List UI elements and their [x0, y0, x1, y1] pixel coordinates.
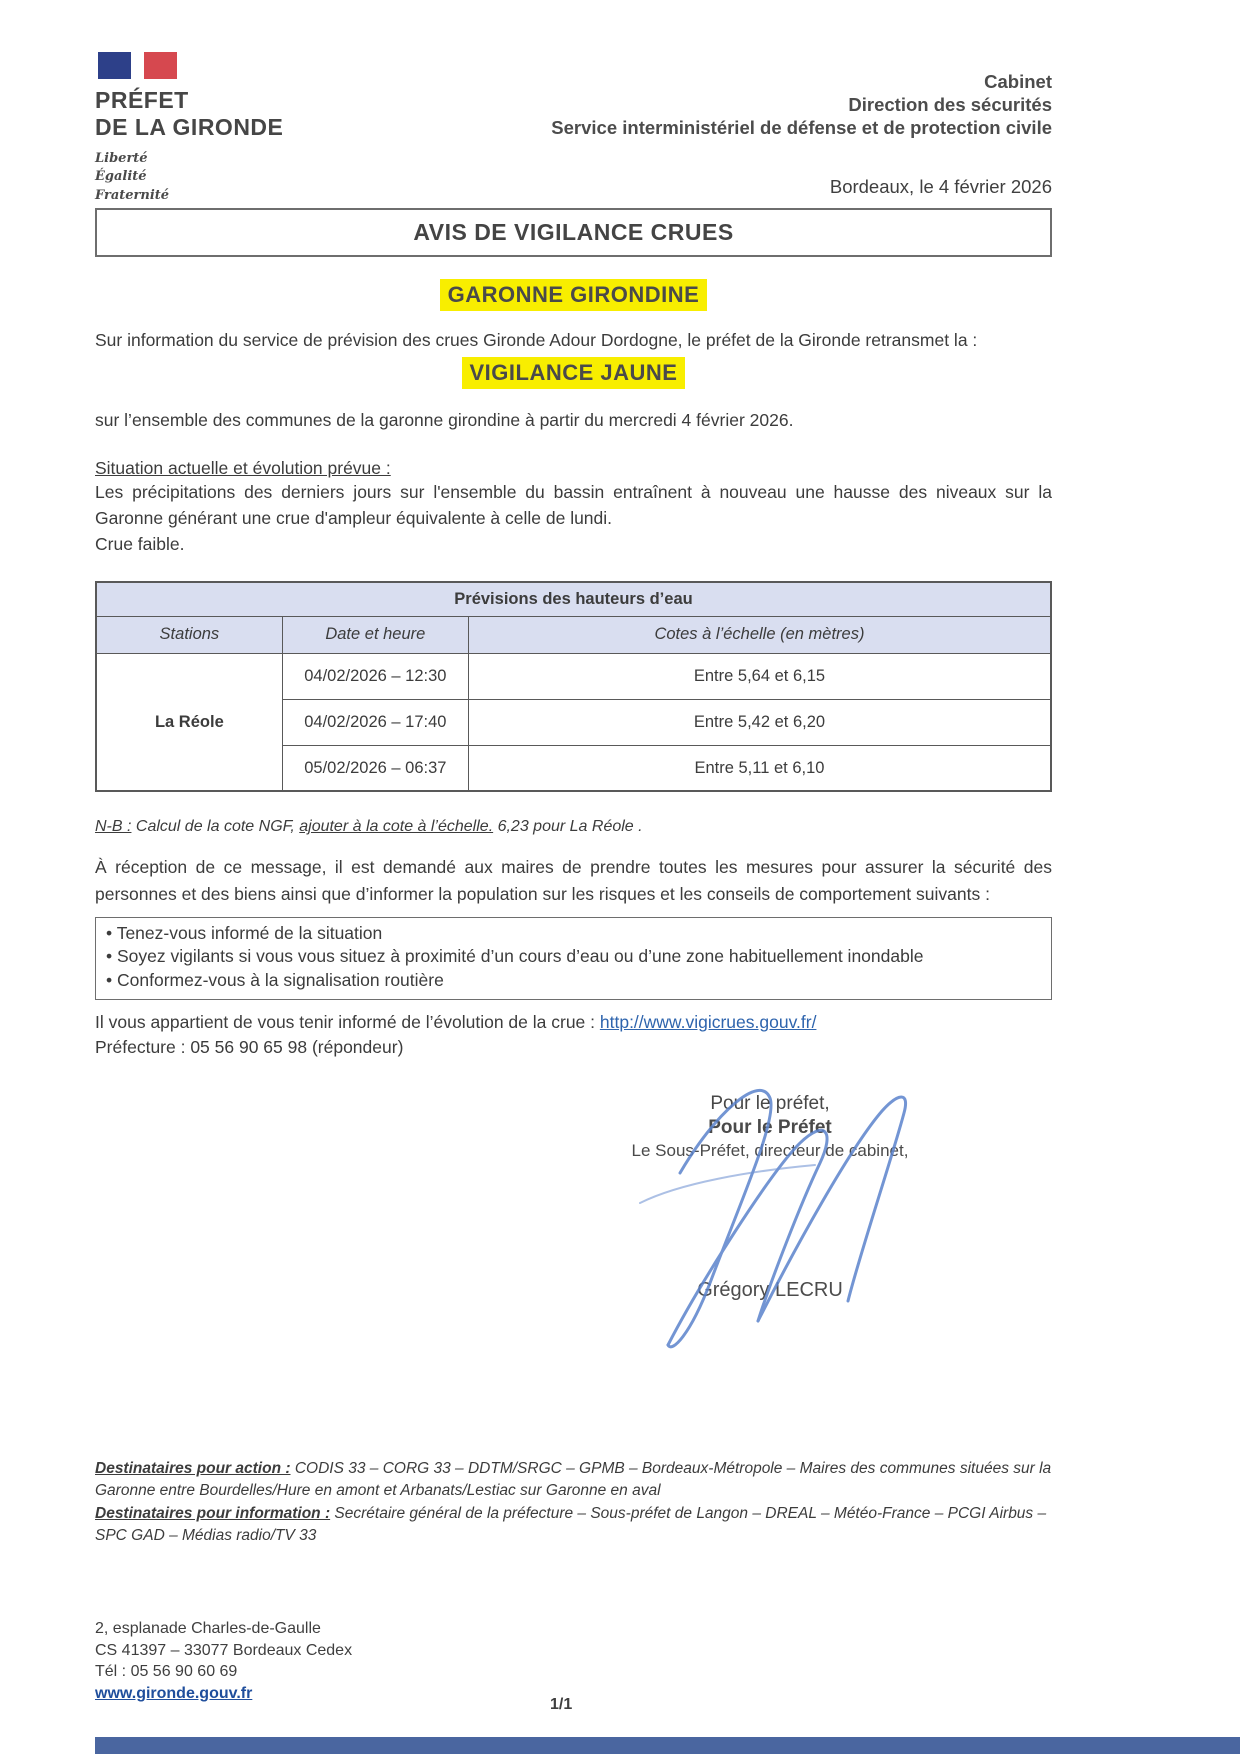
- gironde-website-link[interactable]: www.gironde.gouv.fr: [95, 1684, 253, 1702]
- logo-line-2: DE LA GIRONDE: [95, 114, 284, 141]
- col-header-stations: Stations: [96, 616, 282, 653]
- forecast-table: [95, 581, 1052, 792]
- table-header-row: [96, 616, 1051, 653]
- table-row: [96, 653, 1051, 699]
- signature-line-3: Le Sous-Préfet, directeur de cabinet,: [631, 1141, 909, 1160]
- signature-block: [560, 1093, 980, 1302]
- recipients-block: [95, 1458, 1060, 1548]
- recipients-information: [95, 1503, 1060, 1548]
- title-box: [95, 208, 1052, 257]
- nb-text-2: 6,23 pour La Réole .: [493, 818, 643, 836]
- flag-red-block: [144, 52, 177, 79]
- table-title-row: [96, 582, 1051, 616]
- forecast-range: Entre 5,42 et 6,20: [468, 699, 1051, 745]
- bottom-blue-bar: [95, 1737, 1240, 1754]
- service-line-direction: Direction des sécurités: [848, 94, 1052, 116]
- signature-line-2: Pour le Préfet: [708, 1117, 832, 1138]
- prefecture-logo: [95, 52, 283, 205]
- river-banner-wrap: [95, 279, 1052, 311]
- signature-line-1: Pour le préfet,: [710, 1093, 830, 1114]
- col-header-datetime: Date et heure: [282, 616, 468, 653]
- river-banner: GARONNE GIRONDINE: [440, 279, 708, 311]
- recipients-info-list: Secrétaire général de la préfecture – Sous-préfet de Langon – DREAL – Météo-France – PCGI Airbus – SPC GAD – Médias radio/TV 33: [95, 1504, 1047, 1545]
- motto-egalite: Égalité: [95, 169, 147, 185]
- situation-summary: Crue faible.: [95, 534, 185, 554]
- vigilance-banner-wrap: [95, 357, 1052, 389]
- recipients-action-label: Destinataires pour action :: [95, 1460, 291, 1477]
- station-name: La Réole: [96, 653, 282, 791]
- logo-motto: [95, 150, 283, 205]
- flag-blue-block: [98, 52, 131, 79]
- forecast-range: Entre 5,11 et 6,10: [468, 745, 1051, 791]
- recipients-action-list: CODIS 33 – CORG 33 – DDTM/SRGC – GPMB – Bordeaux-Métropole – Maires des communes situées sur la Garonne entre Bourdelles/Hure en amont et Arbanats/Lestiac sur Garonne en aval: [95, 1460, 1052, 1500]
- table-title: Prévisions des hauteurs d’eau: [96, 582, 1051, 616]
- footer-block: [95, 1618, 1060, 1713]
- info-line-text: Il vous appartient de vous tenir informé de l’évolution de la crue :: [95, 1011, 600, 1032]
- service-line-cabinet: Cabinet: [984, 71, 1052, 92]
- footer-address-line-1: 2, esplanade Charles-de-Gaulle: [95, 1620, 321, 1637]
- vigicrues-link[interactable]: http://www.vigicrues.gouv.fr/: [599, 1011, 817, 1032]
- scope-paragraph: sur l’ensemble des communes de la garonne girondine à partir du mercredi 4 février 2026.: [95, 410, 794, 431]
- logo-line-1: PRÉFET: [95, 87, 189, 113]
- footer-address-line-2: CS 41397 – 33077 Bordeaux Cedex: [95, 1641, 353, 1659]
- info-line: [95, 1012, 1052, 1033]
- vigilance-level-banner: VIGILANCE JAUNE: [462, 357, 686, 389]
- advice-item: • Soyez vigilants si vous vous situez à proximité d’un cours d’eau ou d’une zone habituellement inondable: [106, 945, 1041, 969]
- advice-box: [95, 917, 1052, 1000]
- document-title: AVIS DE VIGILANCE CRUES: [413, 219, 734, 245]
- motto-liberte: Liberté: [95, 151, 148, 167]
- advice-item: • Conformez-vous à la signalisation routière: [106, 969, 1041, 993]
- document-header: [95, 0, 1052, 203]
- forecast-range: Entre 5,64 et 6,15: [468, 653, 1051, 699]
- mayors-instructions-paragraph: À réception de ce message, il est demandé aux maires de prendre toutes les mesures pour assurer la sécurité des personnes et des biens ainsi que d’informer la population sur les risques et les conseils de comportement suivants :: [95, 857, 1052, 904]
- french-flag-icon: [98, 52, 283, 79]
- signatory-name: Grégory LECRU: [697, 1279, 843, 1301]
- recipients-info-label: Destinataires pour information :: [95, 1504, 331, 1522]
- nb-note: [95, 818, 1052, 836]
- nb-underlined-text: ajouter à la cote à l’échelle.: [299, 818, 494, 836]
- dateline: Bordeaux, le 4 février 2026: [829, 176, 1052, 197]
- intro-paragraph: Sur information du service de prévision des crues Gironde Adour Dordogne, le préfet de la Gironde retransmet la :: [95, 330, 978, 350]
- motto-fraternite: Fraternité: [95, 187, 170, 203]
- nb-text-1: Calcul de la cote NGF,: [131, 818, 300, 836]
- situation-heading: Situation actuelle et évolution prévue :: [95, 457, 391, 478]
- service-line-sidpc: Service interministériel de défense et de protection civile: [551, 117, 1052, 139]
- footer-phone: Tél : 05 56 90 60 69: [95, 1663, 238, 1681]
- forecast-datetime: 05/02/2026 – 06:37: [282, 745, 468, 791]
- logo-name: [95, 87, 283, 141]
- page-number: 1/1: [550, 1696, 573, 1713]
- advice-item: • Tenez-vous informé de la situation: [106, 922, 1041, 946]
- forecast-datetime: 04/02/2026 – 17:40: [282, 699, 468, 745]
- situation-paragraph: Les précipitations des derniers jours sur l'ensemble du bassin entraînent à nouveau une hausse des niveaux sur la Garonne générant une crue d'ampleur équivalente à celle de lundi.: [95, 481, 1052, 528]
- forecast-datetime: 04/02/2026 – 12:30: [282, 653, 468, 699]
- document-content: [95, 0, 1052, 1058]
- prefecture-phone-line: Préfecture : 05 56 90 65 98 (répondeur): [95, 1036, 404, 1057]
- recipients-action: [95, 1458, 1060, 1503]
- nb-label: N-B :: [95, 818, 132, 836]
- issuing-service-block: [551, 70, 1052, 139]
- col-header-cotes: Cotes à l’échelle (en mètres): [468, 616, 1051, 653]
